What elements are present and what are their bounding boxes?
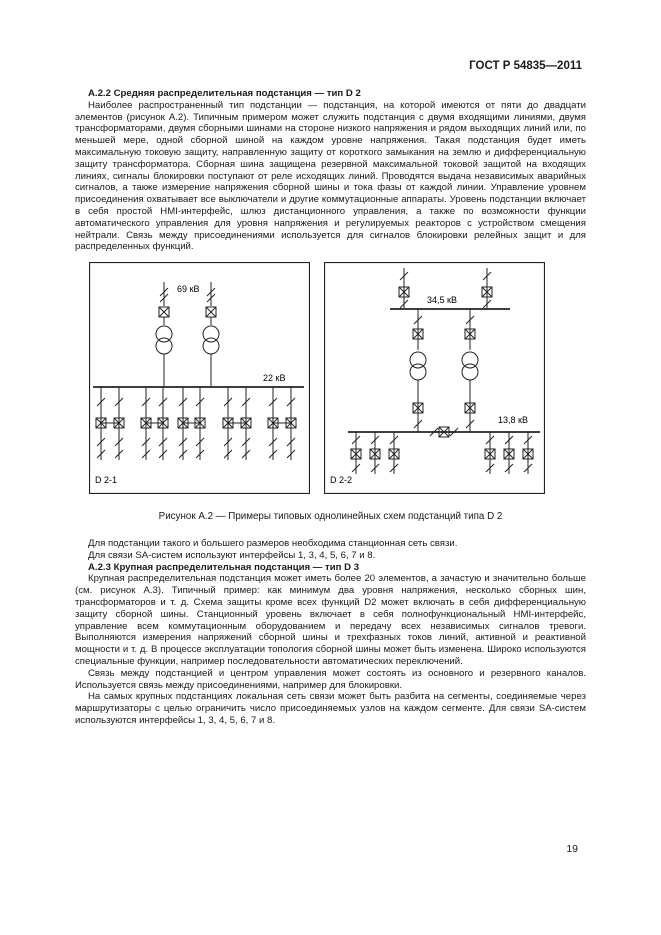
- transformer-winding: [203, 338, 219, 354]
- network-note: Для подстанции такого и большего размеров необходима станционная сеть связи.: [88, 538, 458, 549]
- section-after-figure: [75, 538, 586, 727]
- section-paragraph: Связь между подстанцией и центром управления может состоять из основного и резервного каналов. Используется связь между присоединениями, например для блокировки.: [75, 667, 586, 691]
- transformer-winding: [410, 352, 426, 368]
- voltage-label-hv: 69 кВ: [177, 284, 200, 294]
- diagram-d2-2: [324, 262, 545, 494]
- transformer-winding: [462, 364, 478, 380]
- transformer-winding: [156, 326, 172, 342]
- section-paragraph: На самых крупных подстанциях локальная сеть связи может быть разбита на сегменты, соединяемые через маршрутизаторы с целью ограничить число присоединяемых узлов на каждом сегменте. Для связи SA-систем используются интерфейсы 1, 3, 4, 5, 6, 7 и 8.: [75, 691, 586, 726]
- diagram-label: D 2-2: [330, 475, 353, 485]
- page-number: 19: [566, 843, 578, 855]
- diagram-label: D 2-1: [95, 475, 118, 485]
- voltage-label-lv: 13,8 кВ: [498, 415, 528, 425]
- document-header: ГОСТ Р 54835—2011: [469, 60, 582, 72]
- figure-caption: Рисунок А.2 — Примеры типовых однолинейных схем подстанций типа D 2: [158, 511, 503, 522]
- section-a22: [75, 88, 586, 253]
- transformer-winding: [156, 338, 172, 354]
- voltage-label-lv: 22 кВ: [263, 373, 286, 383]
- section-heading: А.2.3 Крупная распределительная подстанция — тип D 3: [88, 561, 360, 573]
- section-paragraph: Крупная распределительная подстанция может иметь более 20 элементов, а зачастую и значительно больше (см. рисунок А.3). Типичный пример: как минимум два уровня напряжения, несколько сборных шин, трансформаторов и т. д. Схема защиты кроме всех функций D2 может включать в себя дифференциальную защиту сборной шины. Станционный уровень включает в себя полнофункциональный HMI-интерфейс, управление всем коммутационным оборудованием и передачу всех независимых сигналов тревоги. Выполняются измерения напряжений сборной шины и трехфазных токов линий, активной и реактивной мощности и т. д. В процессе эксплуатации топология сборной шины может быть изменена. Широко используются специальные функции, например последовательности автоматических переключений.: [75, 573, 586, 667]
- section-heading: А.2.2 Средняя распределительная подстанция — тип D 2: [88, 88, 361, 99]
- transformer-winding: [462, 352, 478, 368]
- section-paragraph: Наиболее распространенный тип подстанции — подстанция, на которой имеются от пяти до двадцати элементов (рисунок А.2). Типичным примером может служить подстанция с двумя входящими линиями, двумя трансформаторами, двумя сборными шинами на стороне низкого напряжения и рядом выходящих линий или, по меньшей мере, одной сборной шиной на каждом уровне напряжения. Такая подстанция будет иметь максимальную токовую защиту, направленную защиту от короткого замыкания на землю и дифференциальную защиту трансформатора. Сборная шина защищена резервной максимальной токовой защитой на входящих линиях, сигналы блокировки поступают от реле исходящих линий. Проводятся выдача независимых аварийных сигналов, а также измерение напряжения сборной шины и тока фазы от каждой линии. Управление уровнем присоединения охватывает все выключатели и другие коммутационные аппараты. Уровень подстанции включает в себя простой HMI-интерфейс, шлюз дистанционного управления, а также по возможности функции автоматического управления для уровня напряжения и регулируемых реакторов с устройством смещения нейтрали. Связь между присоединениями используется для сигналов блокировки релейных защит и для распределенных функций.: [75, 99, 586, 253]
- transformer-winding: [203, 326, 219, 342]
- interfaces-note: Для связи SA-систем используют интерфейсы 1, 3, 4, 5, 6, 7 и 8.: [88, 549, 376, 561]
- diagram-d2-1: [89, 262, 310, 494]
- transformer-winding: [410, 364, 426, 380]
- voltage-label-hv: 34,5 кВ: [427, 295, 457, 305]
